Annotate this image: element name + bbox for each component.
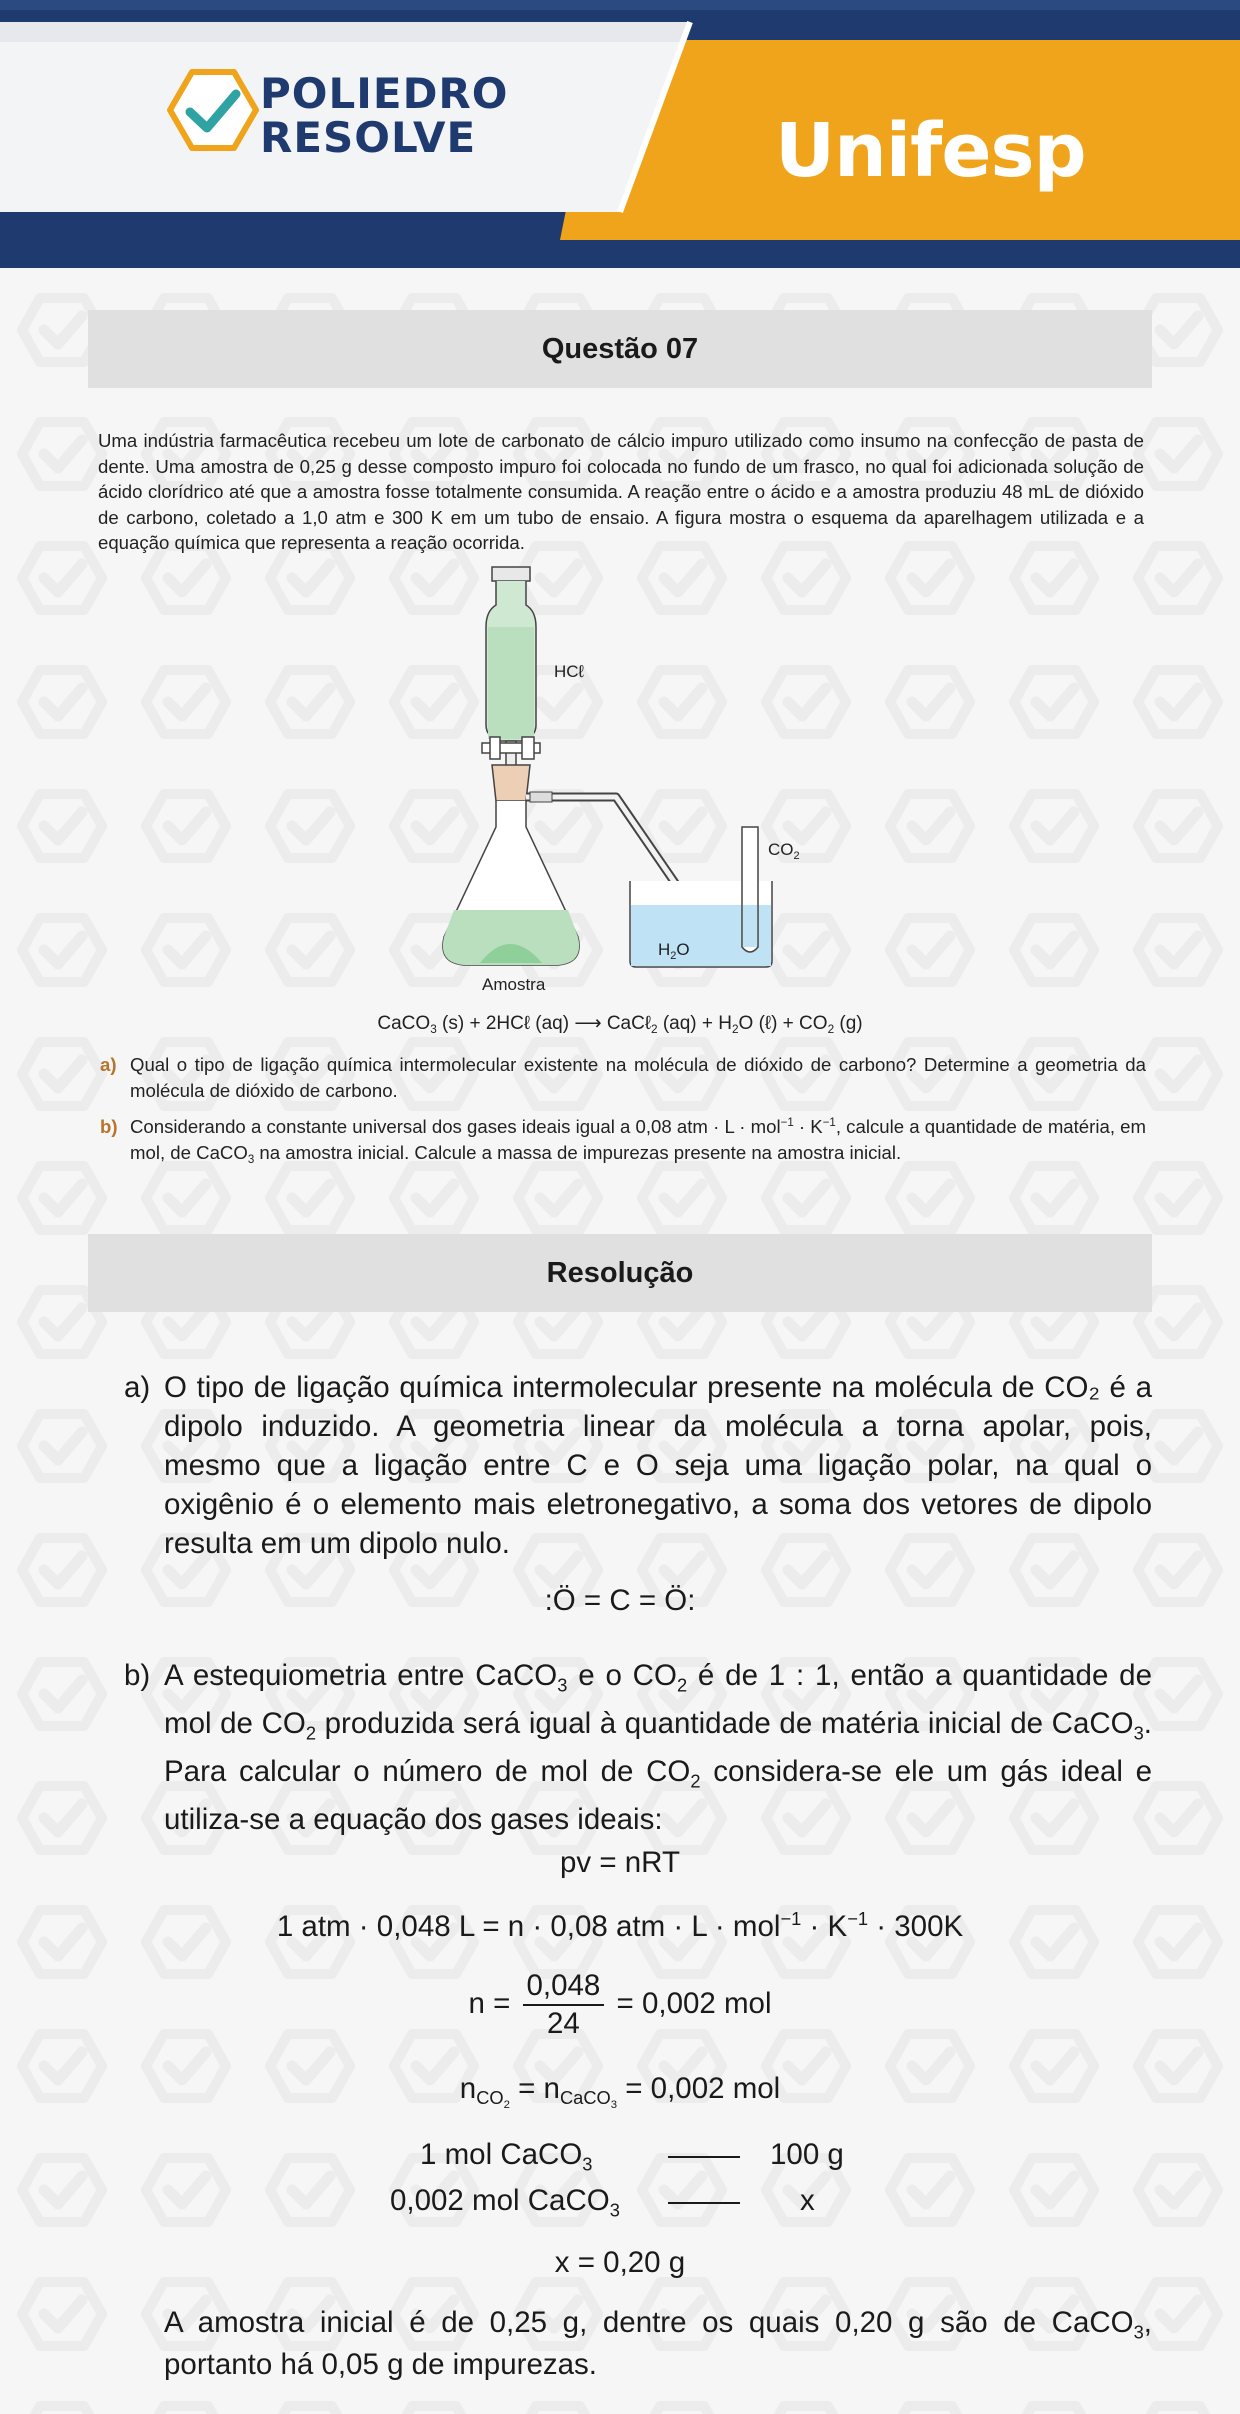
- mass-result: x = 0,20 g: [554, 2246, 686, 2279]
- question-statement: Uma indústria farmacêutica recebeu um lote de carbonato de cálcio impuro utilizado como insumo na confecção de pasta de dente. Uma amostra de 0,25 g desse composto impuro foi colocada no fundo de um frasco, no qual foi adicionada solução de ácido clorídrico até que a amostra fosse totalmente consumida. A reação entre o ácido e a amostra produziu 48 mL de dióxido de carbono, coletado a 1,0 atm e 300 K em um tubo de ensaio. A figura mostra o esquema da aparelhagem utilizada e a equação química que representa a reação ocorrida.: [98, 430, 1144, 553]
- mole-equality: $n_{CO_2} = n_{CaCO_3} = 0,002$ mol: [459, 2072, 781, 2112]
- question-item-b: [100, 1114, 1146, 1165]
- question-title-bar: [88, 310, 1152, 388]
- item-b-label: b): [100, 1116, 118, 1137]
- resolution-title: Resolução: [546, 1257, 694, 1289]
- exam-name: Unifesp: [775, 108, 1086, 194]
- substituted-equation: 1 atm · 0,048 L = n · 0,08 atm · $L \cdot mol^{-1} \cdot K^{-1} \cdot 300K$: [276, 1908, 964, 1943]
- funnel-label: HCℓ: [554, 662, 585, 681]
- item-b-text: Considerando a constante universal dos gases ideais igual a 0,08 atm · $L \cdot mol^{-1} \cdot K^{-1}$, calcule a quantidade de matéria, em mol, de CaCO$_3$ na amostra inicial. Calcule a massa de impurezas presente na amostra inicial.: [130, 1116, 1146, 1166]
- fraction: $\frac{0,048}{24}$: [523, 1968, 605, 2042]
- resolution-b-label: b): [124, 1659, 151, 1692]
- resolution-a-text: O tipo de ligação química intermolecular presente na molécula de CO₂ é a dipolo induzido. A geometria linear da molécula a torna apolar, pois, mesmo que a ligação entre C e O seja uma ligação polar, na qual o oxigênio é o elemento mais eletronegativo, a soma dos vetores de dipolo resulta em um dipolo nulo.: [164, 1371, 1152, 1560]
- brand-line-1: POLIEDRO: [260, 69, 509, 118]
- brand-line-2: RESOLVE: [260, 113, 477, 162]
- ideal-gas-equation: pv = nRT: [560, 1846, 680, 1879]
- resolution-a: [124, 1368, 1152, 1563]
- reaction-equation: CaCO$_3$ (s) + 2HCℓ (aq) ⟶ CaCℓ$_2$ $(aq) + H_2O$ (ℓ) + $CO_2$ (g): [377, 1013, 863, 1037]
- item-a-label: a): [100, 1054, 117, 1075]
- flask-label: Amostra: [482, 975, 546, 994]
- water-label: $H_2O$: [658, 940, 690, 962]
- rule-row-1-left: 1 mol CaCO$_3$: [420, 2138, 593, 2175]
- n-calculation: n = $\frac{0,048}{24}$ = 0,002 mol: [468, 1969, 772, 2040]
- resolution-title-bar: [88, 1234, 1152, 1312]
- question-title: Questão 07: [541, 333, 699, 365]
- rule-row-2-dash: [668, 2202, 740, 2204]
- apparatus-figure: [430, 565, 810, 1005]
- rule-row-1-dash: [668, 2156, 740, 2158]
- item-a-text: Qual o tipo de ligação química intermolecular existente na molécula de dióxido de carbono? Determine a geometria da molécula de dióxido de carbono.: [130, 1054, 1146, 1101]
- rule-row-1-right: 100 g: [770, 2138, 844, 2171]
- lewis-structure: :Ö = C = Ö:: [544, 1584, 696, 1617]
- rule-row-2-left: 0,002 mol CaCO$_3$: [390, 2184, 620, 2221]
- final-conclusion: A amostra inicial é de 0,25 g, dentre os quais 0,20 g são de CaCO$_3$, portanto há 0,05 g de impurezas.: [164, 2306, 1152, 2381]
- gas-label: $CO_2$: [768, 840, 800, 862]
- question-item-a: [100, 1052, 1146, 1103]
- resolution-a-label: a): [124, 1371, 151, 1404]
- rule-row-2-right: x: [800, 2184, 815, 2217]
- resolution-b: [124, 1652, 1152, 1844]
- resolution-b-text: A estequiometria entre CaCO$_3$ e o $CO_2$ é de 1 : 1, então a quantidade de mol de $CO_2$ produzida será igual à quantidade de matéria inicial de CaCO$_3$. Para calcular o número de mol de $CO_2$ considera-se ele um gás ideal e utiliza-se a equação dos gases ideais:: [164, 1659, 1152, 1836]
